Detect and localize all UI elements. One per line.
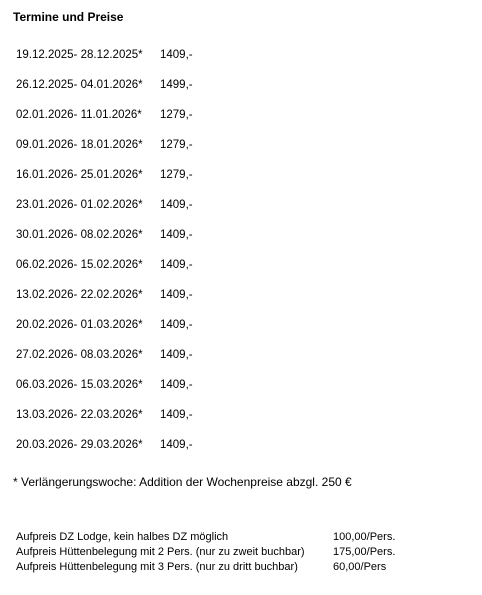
dates-price-table [16,46,193,466]
surcharge-price: 100,00/Pers. [333,531,396,543]
table-row [16,106,193,136]
page-title: Termine und Preise [13,10,124,24]
date-range: 20.03.2026- 29.03.2026* [16,439,143,451]
surcharge-label: Aufpreis Hüttenbelegung mit 3 Pers. (nur zu dritt buchbar) [16,561,298,573]
table-row [16,226,193,256]
table-row [16,286,193,316]
date-range: 30.01.2026- 08.02.2026* [16,229,143,241]
price: 1409,- [160,259,193,271]
table-row [16,196,193,226]
surcharge-price: 175,00/Pers. [333,546,396,558]
price: 1409,- [160,289,193,301]
table-row [16,136,193,166]
extension-week-footnote: * Verlängerungswoche: Addition der Wochenpreise abzgl. 250 € [13,475,352,489]
dates-table-body [16,46,193,466]
surcharge-label: Aufpreis Hüttenbelegung mit 2 Pers. (nur zu zweit buchbar) [16,546,305,558]
surcharges-table [16,530,395,575]
surcharge-row [16,560,395,575]
price: 1409,- [160,349,193,361]
date-range: 13.02.2026- 22.02.2026* [16,289,143,301]
table-row [16,76,193,106]
surcharge-price: 60,00/Pers [333,561,387,573]
price: 1409,- [160,229,193,241]
date-range: 27.02.2026- 08.03.2026* [16,349,143,361]
surcharge-row [16,530,395,545]
table-row [16,406,193,436]
price: 1409,- [160,409,193,421]
date-range: 02.01.2026- 11.01.2026* [16,109,142,121]
date-range: 19.12.2025- 28.12.2025* [16,49,143,61]
table-row [16,256,193,286]
surcharge-row [16,545,395,560]
date-range: 23.01.2026- 01.02.2026* [16,199,143,211]
price: 1499,- [160,79,193,91]
date-range: 26.12.2025- 04.01.2026* [16,79,143,91]
table-row [16,436,193,466]
table-row [16,376,193,406]
date-range: 06.02.2026- 15.02.2026* [16,259,143,271]
price: 1409,- [160,49,193,61]
surcharges-table-body [16,530,395,575]
date-range: 13.03.2026- 22.03.2026* [16,409,143,421]
price: 1279,- [160,109,193,121]
table-row [16,346,193,376]
price: 1409,- [160,439,193,451]
price: 1279,- [160,139,193,151]
date-range: 09.01.2026- 18.01.2026* [16,139,143,151]
table-row [16,46,193,76]
surcharge-label: Aufpreis DZ Lodge, kein halbes DZ möglich [16,531,229,543]
price: 1409,- [160,319,193,331]
price: 1279,- [160,169,193,181]
price: 1409,- [160,379,193,391]
price: 1409,- [160,199,193,211]
date-range: 06.03.2026- 15.03.2026* [16,379,143,391]
table-row [16,316,193,346]
date-range: 20.02.2026- 01.03.2026* [16,319,143,331]
table-row [16,166,193,196]
date-range: 16.01.2026- 25.01.2026* [16,169,143,181]
